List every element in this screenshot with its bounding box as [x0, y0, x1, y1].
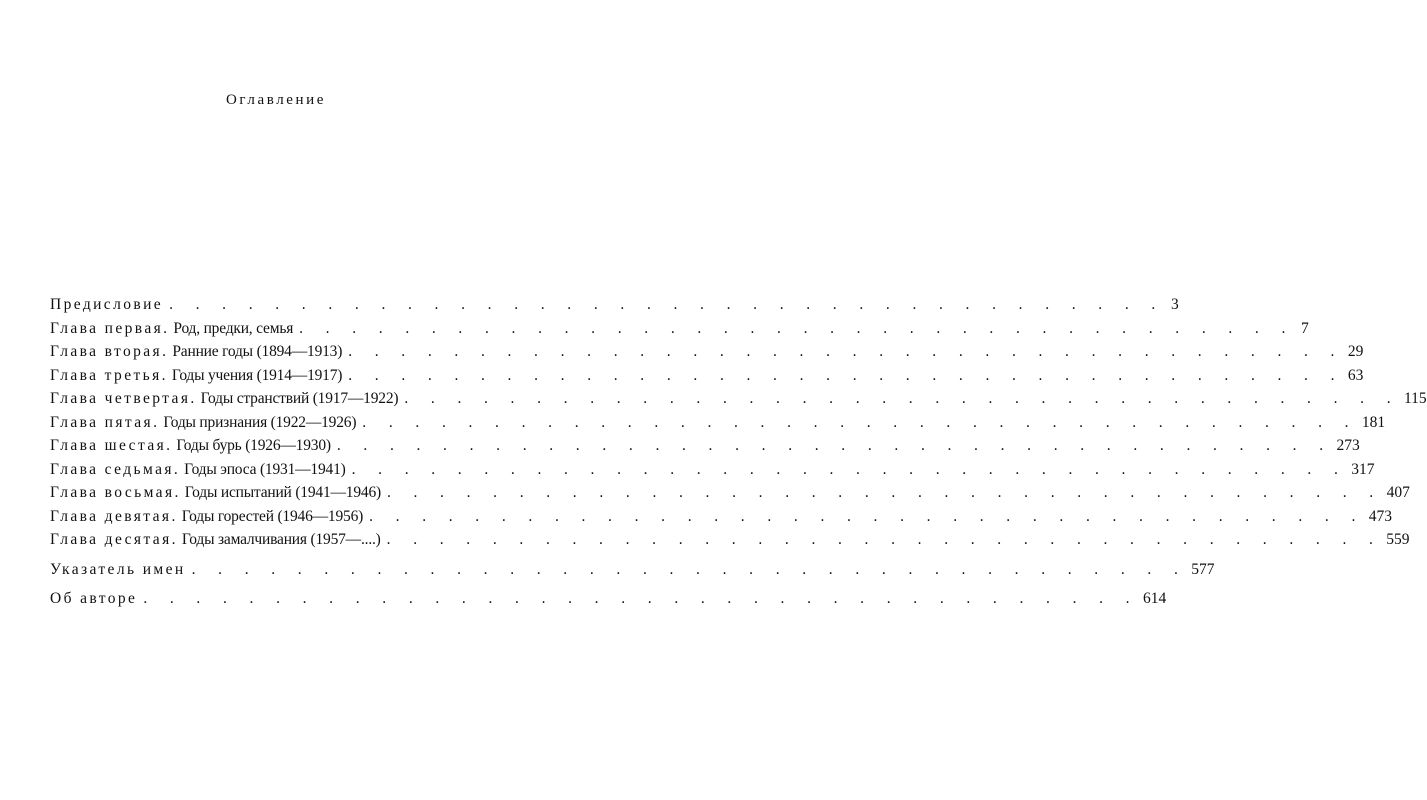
toc-entry-title: Годы странствий (1917—1922): [200, 390, 399, 407]
toc-page-number: 29: [1347, 343, 1364, 360]
page-title: Оглавление: [225, 92, 327, 108]
toc-entry: [50, 296, 1179, 320]
table-of-contents: [50, 296, 1427, 614]
dot-leader: . . . . . . . . . . . . . . . . . . . . . . . . . . . . . . . . . . . . . .: [191, 560, 1188, 578]
toc-entry-heading: Глава восьмая.: [50, 484, 181, 501]
dot-leader: . . . . . . . . . . . . . . . . . . . . . . . . . . . . . . . . . . . . . .: [143, 590, 1139, 607]
dot-leader: . . . . . . . . . . . . . . . . . . . . . . . . . . . . . . . . . . . . . .: [386, 484, 1383, 501]
toc-entry: [50, 531, 1410, 555]
toc-entry-title: Род, предки, семья: [173, 319, 294, 337]
toc-entry-title: Годы эпоса (1931—1941): [184, 460, 346, 478]
toc-entry-title: Годы замалчивания (1957—....): [181, 531, 381, 548]
toc-entry: [50, 437, 1360, 461]
toc-entry-heading: Об авторе: [50, 590, 138, 607]
toc-entry-heading: Глава шестая.: [50, 437, 173, 454]
toc-entry: [50, 343, 1364, 367]
dot-leader: . . . . . . . . . . . . . . . . . . . . . . . . . . . . . . . . . . . . . .: [348, 366, 1344, 384]
toc-entry-heading: Предисловие: [50, 296, 164, 313]
toc-entry: [50, 390, 1427, 414]
toc-entry-heading: Указатель имен: [50, 560, 186, 578]
toc-entry-heading: Глава вторая.: [50, 343, 169, 360]
toc-entry: [50, 366, 1364, 391]
toc-entry: [50, 590, 1167, 614]
dot-leader: . . . . . . . . . . . . . . . . . . . . . . . . . . . . . . . . . . . . . .: [336, 437, 1333, 454]
toc-page-number: 317: [1351, 460, 1375, 478]
toc-entry: [50, 484, 1410, 508]
toc-page-number: 559: [1386, 531, 1410, 548]
toc-page-number: 273: [1336, 437, 1360, 454]
toc-entry-title: Ранние годы (1894—1913): [172, 343, 343, 360]
toc-entry-heading: Глава первая.: [50, 319, 170, 337]
toc-entry-heading: Глава девятая.: [50, 507, 178, 525]
toc-entry-title: Годы испытаний (1941—1946): [184, 484, 381, 501]
dot-leader: . . . . . . . . . . . . . . . . . . . . . . . . . . . . . . . . . . . . . .: [348, 343, 1344, 360]
dot-leader: . . . . . . . . . . . . . . . . . . . . . . . . . . . . . . . . . . . . . .: [362, 413, 1358, 431]
toc-page-number: 577: [1191, 560, 1215, 578]
dot-leader: . . . . . . . . . . . . . . . . . . . . . . . . . . . . . . . . . . . . . .: [299, 319, 1295, 337]
toc-page-number: 181: [1361, 413, 1386, 431]
toc-entry-heading: Глава десятая.: [50, 531, 178, 548]
toc-entry: [50, 560, 1215, 585]
dot-leader: . . . . . . . . . . . . . . . . . . . . . . . . . . . . . . . . . . . . . .: [386, 531, 1383, 548]
toc-entry: [50, 413, 1386, 438]
toc-page-number: 614: [1142, 590, 1167, 607]
toc-entry-title: Годы бурь (1926—1930): [176, 437, 331, 454]
toc-page-number: 3: [1170, 296, 1179, 313]
toc-entry-heading: Глава пятая.: [50, 413, 160, 431]
dot-leader: . . . . . . . . . . . . . . . . . . . . . . . . . . . . . . . . . . . . . .: [404, 390, 1400, 407]
toc-page-number: 63: [1347, 366, 1364, 384]
toc-entry-title: Годы горестей (1946—1956): [181, 507, 364, 525]
dot-leader: . . . . . . . . . . . . . . . . . . . . . . . . . . . . . . . . . . . . . .: [369, 507, 1365, 525]
toc-entry: [50, 319, 1309, 344]
toc-entry-heading: Глава третья.: [50, 366, 168, 384]
toc-page-number: 407: [1386, 484, 1410, 501]
toc-entry-heading: Глава седьмая.: [50, 460, 181, 478]
toc-entry-heading: Глава четвертая.: [50, 390, 197, 407]
toc-entry-title: Годы признания (1922—1926): [163, 413, 357, 431]
toc-entry-title: Годы учения (1914—1917): [171, 366, 343, 384]
dot-leader: . . . . . . . . . . . . . . . . . . . . . . . . . . . . . . . . . . . . . .: [351, 460, 1348, 478]
toc-page-number: 115: [1403, 390, 1427, 407]
toc-entry: [50, 460, 1375, 485]
toc-page-number: 7: [1301, 319, 1309, 337]
toc-entry: [50, 507, 1392, 532]
dot-leader: . . . . . . . . . . . . . . . . . . . . . . . . . . . . . . . . . . . . . .: [169, 296, 1165, 313]
toc-page-number: 473: [1368, 507, 1392, 525]
